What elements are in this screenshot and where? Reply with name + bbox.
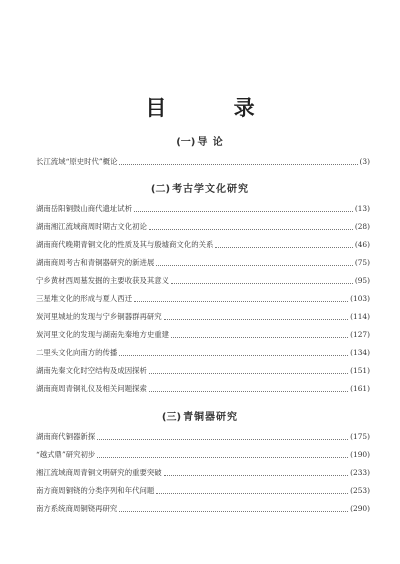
- toc-entry-title: 湖南商代晚期青铜文化的性质及其与殷墟商文化的关系: [36, 240, 214, 249]
- leader-dots: [215, 247, 352, 248]
- toc-entry-title: 三星堆文化的形成与夏人西迁: [36, 294, 133, 303]
- toc-entry[interactable]: [36, 308, 370, 322]
- toc-entry[interactable]: [36, 482, 370, 496]
- toc-entry[interactable]: [36, 200, 370, 214]
- toc-entry-title: 南方系统商周铜铙再研究: [36, 504, 118, 513]
- toc-entry-title: “越式鼎”研究初步: [36, 450, 96, 459]
- page-title: 目 录: [145, 95, 285, 120]
- toc-entry[interactable]: [36, 290, 370, 304]
- section-number: (二): [150, 184, 171, 195]
- toc-entry-page: (114): [350, 312, 370, 321]
- leader-dots: [119, 355, 348, 356]
- leader-dots: [149, 391, 348, 392]
- leader-dots: [164, 319, 348, 320]
- toc-entry[interactable]: [36, 362, 370, 376]
- toc-entry-title: 炭河里文化的发现与湖南先秦地方史重建: [36, 330, 170, 339]
- toc-entry-page: (190): [350, 450, 370, 459]
- toc-entry-page: (134): [350, 348, 370, 357]
- leader-dots: [97, 439, 348, 440]
- leader-dots: [97, 457, 348, 458]
- toc-entry-page: (233): [350, 468, 370, 477]
- toc-entry[interactable]: [36, 218, 370, 232]
- toc-entry-title: 湖南先秦文化时空结构及成因探析: [36, 366, 147, 375]
- toc-entry-title: 宁乡黄材西周墓发掘的主要收获及其意义: [36, 276, 170, 285]
- leader-dots: [171, 283, 353, 284]
- section-number: (一): [176, 137, 196, 148]
- toc-entry-page: (175): [350, 432, 370, 441]
- toc-entry[interactable]: [36, 380, 370, 394]
- leader-dots: [119, 511, 348, 512]
- leader-dots: [134, 301, 348, 302]
- leader-dots: [156, 493, 348, 494]
- leader-dots: [164, 475, 348, 476]
- toc-entry-title: 湖南商周考古和青铜器研究的新进展: [36, 258, 155, 267]
- toc-entry[interactable]: [36, 500, 370, 514]
- section-number: (三): [161, 412, 182, 423]
- toc-entry-title: 炭河里城址的发现与宁乡铜器群再研究: [36, 312, 162, 321]
- toc-entry-page: (290): [350, 504, 370, 513]
- leader-dots: [134, 211, 353, 212]
- section-heading-intro: [0, 133, 400, 148]
- section-heading-bronze: [0, 408, 400, 423]
- toc-entry-title: 湖南商周青铜礼仪及相关问题探索: [36, 384, 147, 393]
- toc-entry[interactable]: [36, 344, 370, 358]
- toc-entry-title: 二里头文化向南方的传播: [36, 348, 118, 357]
- toc-entry-page: (103): [350, 294, 370, 303]
- section-title: 考古学文化研究: [172, 184, 250, 195]
- toc-entry-page: (95): [354, 276, 370, 285]
- toc-entry-page: (46): [354, 240, 370, 249]
- toc-entry[interactable]: [36, 446, 370, 460]
- leader-dots: [171, 337, 348, 338]
- section-title: 导 论: [197, 137, 224, 148]
- toc-entry-title: 湖南商代铜器新探: [36, 432, 96, 441]
- leader-dots: [149, 229, 353, 230]
- leader-dots: [156, 265, 353, 266]
- toc-entry-page: (161): [350, 384, 370, 393]
- toc-entry-page: (13): [354, 204, 370, 213]
- toc-entry[interactable]: [36, 272, 370, 286]
- toc-entry[interactable]: [36, 464, 370, 478]
- toc-entry-page: (127): [350, 330, 370, 339]
- toc-entry-page: (253): [350, 486, 370, 495]
- toc-entry-page: (75): [354, 258, 370, 267]
- toc-entry-page: (151): [350, 366, 370, 375]
- toc-entry-title: 湖南岳阳铜鼓山商代遗址试析: [36, 204, 133, 213]
- toc-entry-title: 南方商周铜铙的分类序列和年代问题: [36, 486, 155, 495]
- toc-entry-title: 湖南湘江流域商周时期古文化初论: [36, 222, 147, 231]
- toc-entry-title: 湘江流域商周青铜文明研究的重要突破: [36, 468, 162, 477]
- leader-dots: [119, 164, 357, 165]
- section-heading-archaeology: [0, 180, 400, 195]
- toc-entry[interactable]: [36, 428, 370, 442]
- section-title: 青铜器研究: [183, 412, 239, 423]
- leader-dots: [149, 373, 348, 374]
- toc-entry-page: (28): [354, 222, 370, 231]
- toc-entry[interactable]: [36, 254, 370, 268]
- toc-entry-page: (3): [359, 157, 370, 166]
- toc-entry[interactable]: [36, 236, 370, 250]
- toc-entry-title: 长江流域“原史时代”概论: [36, 157, 118, 166]
- toc-entry[interactable]: [36, 326, 370, 340]
- toc-entry[interactable]: [36, 153, 370, 167]
